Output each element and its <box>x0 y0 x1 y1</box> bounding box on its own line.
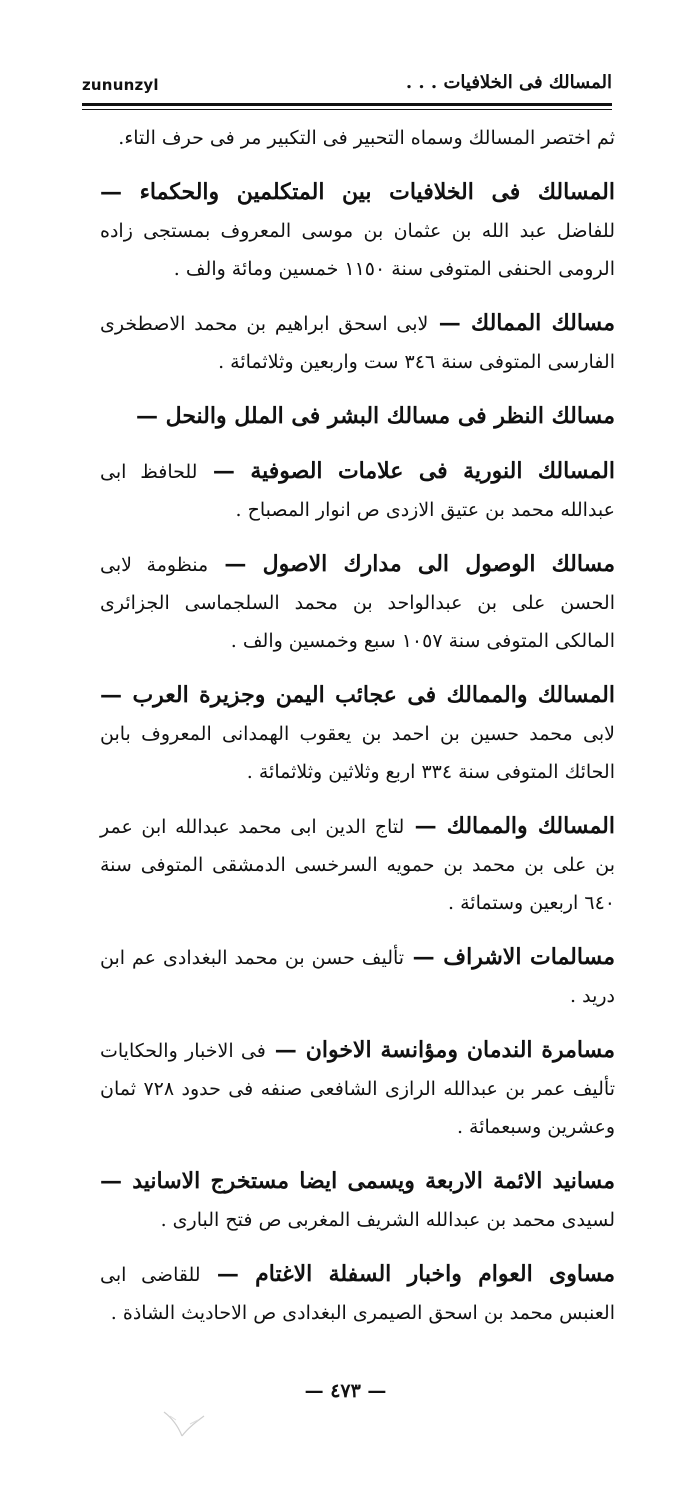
entry-title: المسالك النورية فى علامات الصوفية — <box>197 458 615 484</box>
entry-body: تأليف حسن بن محمد البغدادى عم ابن دريد . <box>100 947 615 1007</box>
entry <box>100 1255 615 1332</box>
entry-body: لابى محمد حسين بن احمد بن يعقوب الهمدانى المعروف بابن الحائك المتوفى سنة ٣٣٤ اربع وثلاثين وثلاثمائة . <box>100 723 615 783</box>
header-running-title: المسالك فى الخلافيات . . . <box>405 72 612 93</box>
entry <box>100 1162 615 1239</box>
header-rule-thick <box>82 103 612 106</box>
entry-title: مسالك الممالك — <box>428 310 615 336</box>
faint-stamp-mark <box>160 1408 208 1440</box>
entry <box>100 938 615 1015</box>
entry <box>100 545 615 660</box>
entry-title: مسالمات الاشراف — <box>404 944 615 970</box>
entry <box>100 304 615 381</box>
entry-body: منظومة لابى الحسن على بن عبدالواحد بن محمد السلجماسى الجزائرى المالكى المتوفى سنة ١٠٥٧ سبع وخمسين والف . <box>100 554 615 652</box>
entry <box>100 1031 615 1146</box>
entry <box>100 452 615 529</box>
entry-continuation <box>100 118 615 157</box>
entry-title: مساوى العوام واخبار السفلة الاغتام — <box>200 1261 615 1287</box>
header-rule-thin <box>82 109 612 110</box>
entry-body: لابى اسحق ابراهيم بن محمد الاصطخرى الفارسى المتوفى سنة ٣٤٦ ست واربعين وثلاثمائة . <box>100 313 615 373</box>
header-code: zununzyl <box>82 76 159 94</box>
entry <box>100 173 615 288</box>
entry-title: مسالك الوصول الى مدارك الاصول — <box>208 551 615 577</box>
entry-title: مسانيد الائمة الاربعة ويسمى ايضا مستخرج الاسانيد — <box>100 1168 615 1194</box>
entry <box>100 397 615 436</box>
entry-title: المسالك والممالك — <box>404 813 615 839</box>
page-number: — ٤٧٣ — <box>304 1380 387 1402</box>
running-header <box>82 72 612 100</box>
entry-title: مسالك النظر فى مسالك البشر فى الملل والنحل — <box>136 403 615 429</box>
entry-title: المسالك فى الخلافيات بين المتكلمين والحكماء — <box>100 179 615 205</box>
entry-body: ثم اختصر المسالك وسماه التحبير فى التكبير مر فى حرف التاء. <box>118 127 615 149</box>
entry-body: لتاج الدين ابى محمد عبدالله ابن عمر بن على بن محمد بن حمويه السرخسى الدمشقى المتوفى سنة ٦٤٠ اربعين وستمائة . <box>100 816 615 914</box>
entry-body: للفاضل عبد الله بن عثمان بن موسى المعروف بمستجى زاده الرومى الحنفى المتوفى سنة ١١٥٠ خمسين ومائة والف . <box>100 220 615 280</box>
entry <box>100 807 615 922</box>
entries-list <box>100 118 615 1348</box>
entry-body: للحافظ ابى عبدالله محمد بن عتيق الازدى ص انوار المصباح . <box>100 461 615 521</box>
entry-body: لسيدى محمد بن عبدالله الشريف المغربى ص فتح البارى . <box>160 1209 615 1231</box>
entry-body: فى الاخبار والحكايات تأليف عمر بن عبدالله الرازى الشافعى صنفه فى حدود ٧٢٨ ثمان وعشرين وسبعمائة . <box>100 1040 615 1138</box>
entry <box>100 676 615 791</box>
entry-body: للقاضى ابى العنبس محمد بن اسحق الصيمرى البغدادى ص الاحاديث الشاذة . <box>100 1264 615 1324</box>
entry-title: المسالك والممالك فى عجائب اليمن وجزيرة العرب — <box>100 682 615 708</box>
entry-title: مسامرة الندمان ومؤانسة الاخوان — <box>265 1037 615 1063</box>
